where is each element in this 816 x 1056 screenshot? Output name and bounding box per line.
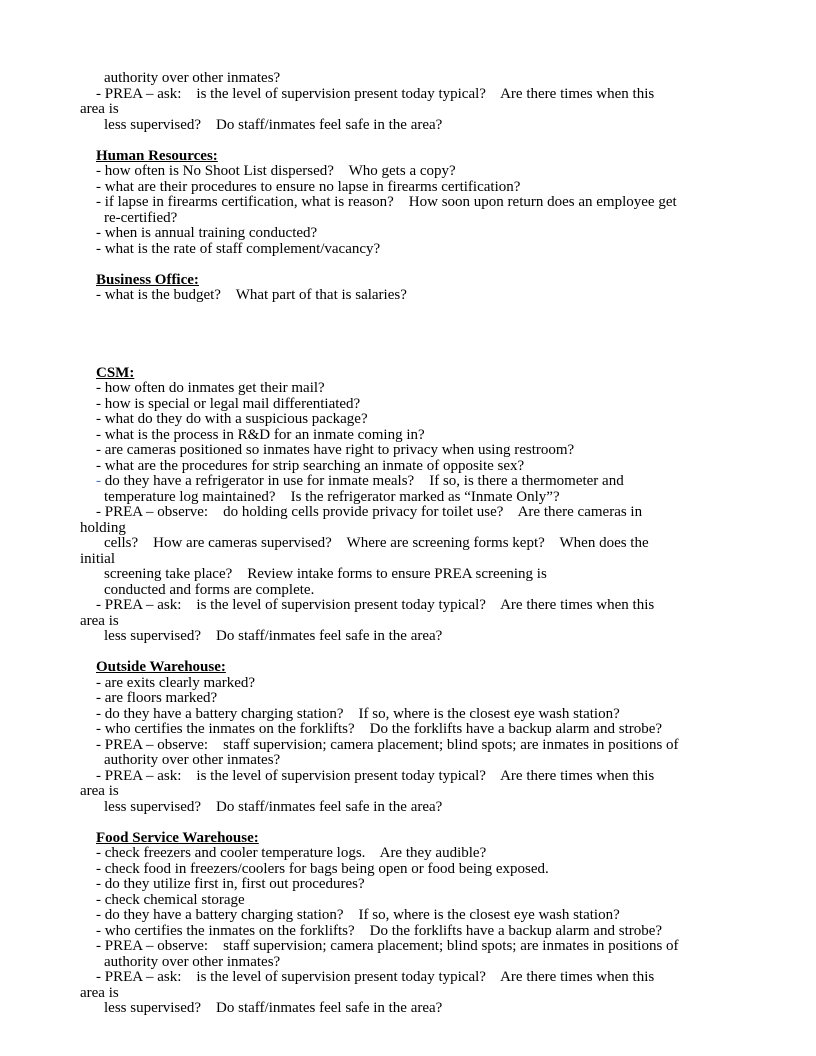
blank-line (80, 304, 786, 320)
blue-dash: - (96, 473, 105, 489)
text-line: - are floors marked? (96, 690, 218, 706)
text-line: - if lapse in firearms certification, what is reason? How soon upon return does an employee get (96, 194, 677, 210)
text-line: - are exits clearly marked? (96, 674, 256, 691)
section-heading: Human Resources: (96, 147, 218, 164)
blank-line (80, 350, 786, 366)
text-line: area is (80, 783, 119, 799)
blank-line (80, 133, 786, 149)
text-line: authority over other inmates? (104, 953, 281, 970)
text-line: - how often do inmates get their mail? (96, 380, 325, 396)
text-line: less supervised? Do staff/inmates feel safe in the area? (104, 1000, 443, 1016)
text-line: area is (80, 612, 119, 629)
text-line: - do they have a battery charging station? If so, where is the closest eye wash station? (96, 907, 620, 923)
text-line: - do they utilize first in, first out procedures? (96, 876, 365, 892)
text-line: - do they have a refrigerator in use for inmate meals? If so, is there a thermometer and (96, 473, 624, 489)
text-line: authority over other inmates? (104, 752, 281, 768)
text-line: screening take place? Review intake forms to ensure PREA screening is (104, 566, 547, 582)
text-line: - what do they do with a suspicious package? (96, 411, 368, 427)
text-line: re-certified? (104, 209, 178, 226)
text-line: - check chemical storage (96, 891, 245, 908)
text-line: - who certifies the inmates on the forklifts? Do the forklifts have a backup alarm and strobe? (96, 922, 663, 939)
text-line: - PREA – ask: is the level of supervision present today typical? Are there times when this (96, 85, 655, 102)
text-line: - check freezers and cooler temperature logs. Are they audible? (96, 845, 487, 861)
text-line: - how is special or legal mail differentiated? (96, 395, 361, 412)
section-heading: Outside Warehouse: (96, 659, 226, 675)
section-heading: Food Service Warehouse: (96, 829, 259, 846)
text-line: less supervised? Do staff/inmates feel safe in the area? (104, 116, 443, 133)
text-line: cells? How are cameras supervised? Where are screening forms kept? When does the (104, 535, 649, 551)
blank-line (80, 815, 786, 831)
text-line: - what is the process in R&D for an inmate coming in? (96, 426, 425, 443)
text-line: holding (80, 519, 126, 536)
text-line: - PREA – observe: staff supervision; camera placement; blind spots; are inmates in positions of (96, 938, 679, 954)
text-line: - what are their procedures to ensure no lapse in firearms certification? (96, 178, 521, 195)
text-line: less supervised? Do staff/inmates feel safe in the area? (104, 628, 443, 644)
text-line: area is (80, 101, 119, 117)
blank-line (80, 645, 786, 661)
text-line: - when is annual training conducted? (96, 225, 318, 241)
text-line: less supervised? Do staff/inmates feel safe in the area? (104, 798, 443, 815)
text-line: authority over other inmates? (104, 70, 281, 86)
text-line: - PREA – ask: is the level of supervision present today typical? Are there times when this (96, 969, 655, 985)
blank-line (80, 257, 786, 273)
text-line: - check food in freezers/coolers for bags being open or food being exposed. (96, 860, 549, 877)
text-line: - do they have a battery charging station? If so, where is the closest eye wash station? (96, 705, 620, 722)
blank-line (80, 319, 786, 335)
section-heading: Business Office: (96, 271, 199, 288)
text-line: conducted and forms are complete. (104, 581, 315, 598)
text-line: - who certifies the inmates on the forklifts? Do the forklifts have a backup alarm and strobe? (96, 721, 663, 737)
text-line: - what are the procedures for strip searching an inmate of opposite sex? (96, 457, 525, 474)
text-line: - PREA – ask: is the level of supervision present today typical? Are there times when this (96, 597, 655, 613)
text-line: - are cameras positioned so inmates have right to privacy when using restroom? (96, 442, 575, 458)
blank-line (80, 335, 786, 351)
text-line: - how often is No Shoot List dispersed? Who gets a copy? (96, 163, 456, 179)
section-heading: CSM: (96, 364, 135, 381)
text-line: initial (80, 550, 115, 567)
text-line: area is (80, 984, 119, 1001)
text-line: - PREA – ask: is the level of supervision present today typical? Are there times when this (96, 767, 655, 784)
text-line: - PREA – observe: staff supervision; camera placement; blind spots; are inmates in positions of (96, 736, 679, 753)
text-line: - what is the budget? What part of that is salaries? (96, 287, 407, 303)
text-line: - what is the rate of staff complement/vacancy? (96, 240, 381, 257)
text-line: - PREA – observe: do holding cells provide privacy for toilet use? Are there cameras in (96, 504, 643, 520)
text-line: temperature log maintained? Is the refrigerator marked as “Inmate Only”? (104, 488, 560, 505)
